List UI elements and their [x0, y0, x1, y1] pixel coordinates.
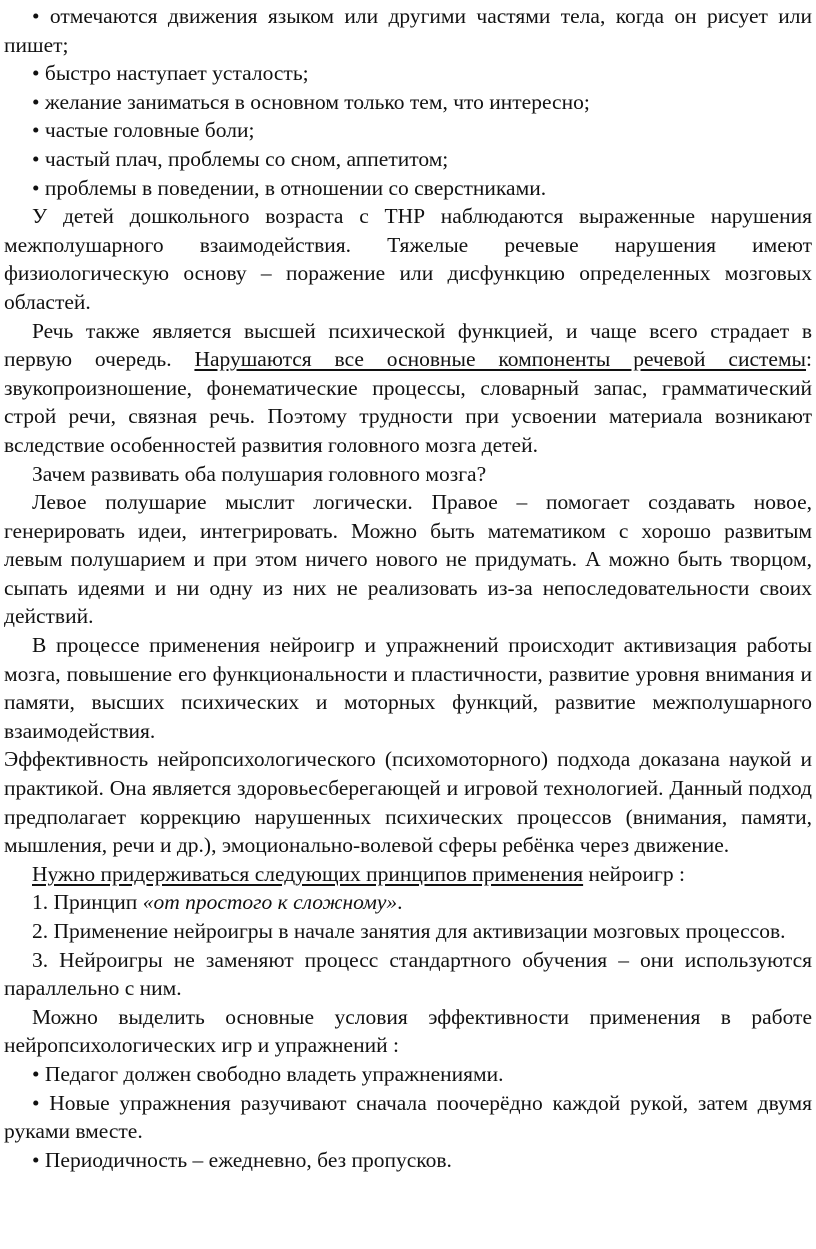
bullet-item: • проблемы в поведении, в отношении со сверстниками.: [32, 175, 547, 200]
speech-lead-text: Речь также является высшей психической функцией, и чаще всего страдает в первую очередь.: [4, 318, 812, 372]
paragraph-process: В процессе применения нейроигр и упражнений происходит активизация работы мозга, повышение его функциональности и пластичности, развитие уровня внимания и памяти, высших психических и моторных функций, развитие межполушарного взаимодействия.: [4, 633, 812, 743]
question-line: Зачем развивать оба полушария головного мозга?: [32, 461, 487, 486]
paragraph-thr: У детей дошкольного возраста с ТНР наблюдаются выраженные нарушения межполушарного взаимодействия. Тяжелые речевые нарушения имеют физиологическую основу – поражение или дисфункцию определенных мозговых областей.: [4, 204, 812, 314]
bullet-item: • частые головные боли;: [32, 118, 255, 143]
bullet-item: • быстро наступает усталость;: [32, 61, 309, 86]
principles-heading-rest: нейроигр :: [583, 861, 685, 886]
condition-item: • Педагог должен свободно владеть упражнениями.: [32, 1061, 504, 1086]
condition-item: • Периодичность – ежедневно, без пропусков.: [32, 1147, 452, 1172]
speech-rest-text: : звукопроизношение, фонематические процессы, словарный запас, грамматический строй речи, связная речь. Поэтому трудности при усвоении материала возникают вследствие особенностей развития головного мозга детей.: [4, 347, 812, 457]
condition-item: • Новые упражнения разучивают сначала поочерёдно каждой рукой, затем двумя руками вместе.: [4, 1090, 812, 1144]
principle-item-1: [4, 888, 812, 917]
principle-1-italic: «от простого к сложному»: [142, 890, 398, 915]
principle-1-lead: 1. Принцип: [32, 890, 143, 915]
principles-heading-underlined: Нужно придерживаться следующих принципов применения: [32, 861, 584, 886]
bullet-item: • отмечаются движения языком или другими частями тела, когда он рисует или пишет;: [4, 4, 812, 57]
principles-heading: [4, 860, 812, 889]
bullet-item: • частый плач, проблемы со сном, аппетитом;: [32, 146, 449, 171]
principle-item-3: 3. Нейроигры не заменяют процесс стандартного обучения – они используются параллельно с ним.: [4, 947, 812, 1001]
conditions-intro: Можно выделить основные условия эффективности применения в работе нейропсихологических игр и упражнений :: [4, 1004, 812, 1058]
speech-underlined-text: Нарушаются все основные компоненты речевой системы: [194, 347, 807, 372]
principle-item-2: 2. Применение нейроигры в начале занятия для активизации мозговых процессов.: [32, 919, 786, 943]
paragraph-speech: [4, 317, 812, 460]
bullet-item: • желание заниматься в основном только тем, что интересно;: [32, 89, 590, 114]
principle-1-rest: .: [397, 890, 403, 915]
paragraph-efficiency: Эффективность нейропсихологического (психомоторного) подхода доказана наукой и практикой. Она является здоровьесберегающей и игровой технологией. Данный подход предполагает коррекцию нарушенных психических процессов (внимания, памяти, мышления, речи и др.), эмоционально-волевой сферы ребёнка через движение.: [4, 747, 812, 858]
paragraph-hemispheres: Левое полушарие мыслит логически. Правое – помогает создавать новое, генерировать идеи, интегрировать. Можно быть математиком с хорошо развитым левым полушарием и при этом ничего нового не придумать. А можно быть творцом, сыпать идеями и ни одну из них не реализовать из-за непоследовательности своих действий.: [4, 490, 812, 629]
